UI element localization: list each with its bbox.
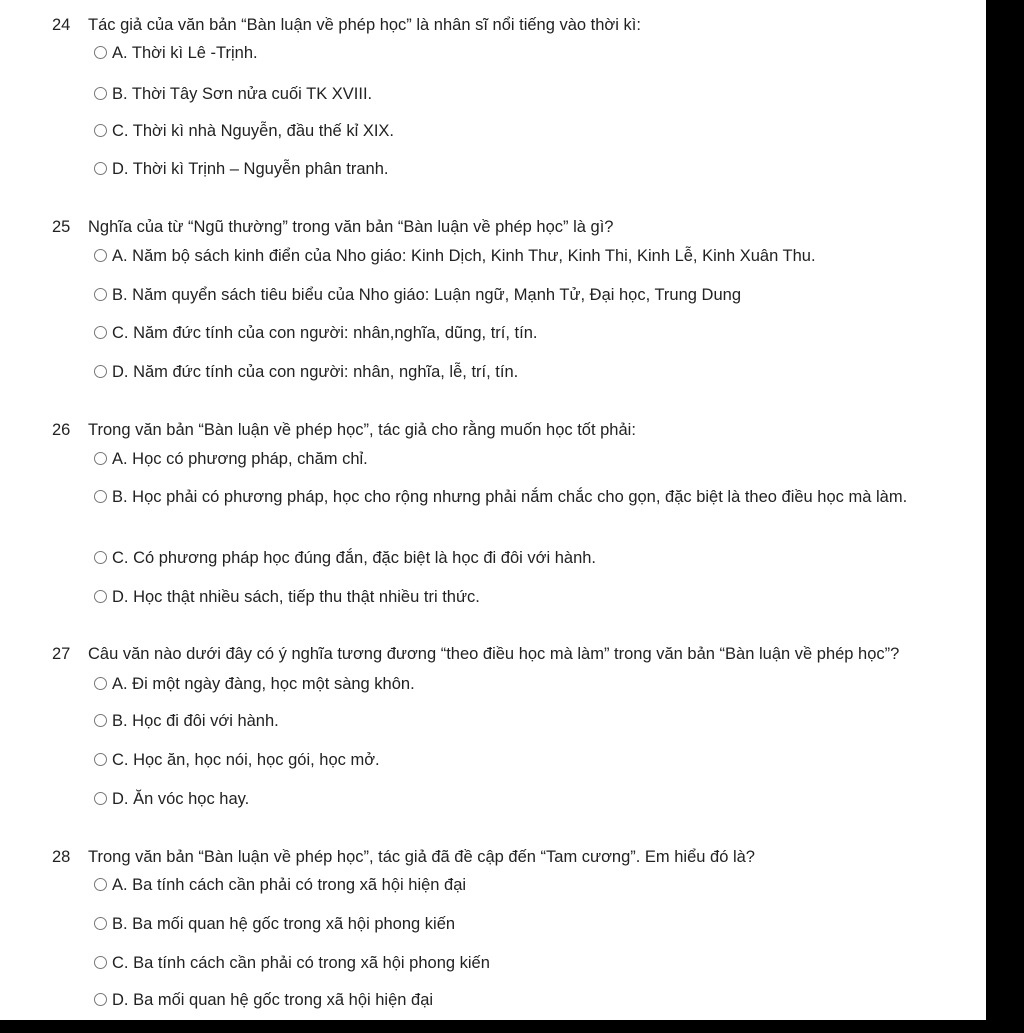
option-label: D. Thời kì Trịnh – Nguyễn phân tranh. xyxy=(112,160,389,178)
option-label: B. Ba mối quan hệ gốc trong xã hội phong kiến xyxy=(112,915,456,933)
radio-button[interactable] xyxy=(94,46,107,59)
radio-button[interactable] xyxy=(94,288,107,301)
option-label: A. Ba tính cách cần phải có trong xã hội hiện đại xyxy=(112,876,467,894)
option-label: C. Học ăn, học nói, học gói, học mở. xyxy=(112,751,380,769)
radio-button[interactable] xyxy=(94,956,107,969)
radio-button[interactable] xyxy=(94,917,107,930)
option-label: C. Năm đức tính của con người: nhân,nghĩa, dũng, trí, tín. xyxy=(112,324,538,342)
option-27-a[interactable] xyxy=(94,673,964,695)
radio-button[interactable] xyxy=(94,551,107,564)
option-label: C. Thời kì nhà Nguyễn, đầu thế kỉ XIX. xyxy=(112,122,394,140)
option-label: A. Đi một ngày đàng, học một sàng khôn. xyxy=(112,675,415,693)
option-26-b[interactable] xyxy=(88,486,958,508)
option-26-c[interactable] xyxy=(94,547,964,569)
option-label: A. Năm bộ sách kinh điển của Nho giáo: Kinh Dịch, Kinh Thư, Kinh Thi, Kinh Lễ, Kinh Xuân Thu. xyxy=(112,247,816,265)
question-26 xyxy=(52,421,636,440)
option-24-a[interactable] xyxy=(94,42,964,64)
radio-button[interactable] xyxy=(94,677,107,690)
radio-button[interactable] xyxy=(94,753,107,766)
option-24-d[interactable] xyxy=(94,158,964,180)
option-28-c[interactable] xyxy=(94,952,964,974)
radio-button[interactable] xyxy=(94,162,107,175)
option-25-b[interactable] xyxy=(94,284,964,306)
question-text: Nghĩa của từ “Ngũ thường” trong văn bản “Bàn luận về phép học” là gì? xyxy=(88,218,614,236)
option-25-a[interactable] xyxy=(94,245,964,267)
option-label: D. Học thật nhiều sách, tiếp thu thật nhiều tri thức. xyxy=(112,588,480,606)
radio-button[interactable] xyxy=(94,452,107,465)
radio-button[interactable] xyxy=(94,87,107,100)
option-label: A. Học có phương pháp, chăm chỉ. xyxy=(112,450,368,468)
question-text: Tác giả của văn bản “Bàn luận về phép học” là nhân sĩ nổi tiếng vào thời kì: xyxy=(88,16,641,34)
option-27-c[interactable] xyxy=(94,749,964,771)
option-28-b[interactable] xyxy=(94,913,964,935)
option-label: B. Học đi đôi với hành. xyxy=(112,712,279,730)
option-25-c[interactable] xyxy=(94,322,964,344)
option-label: D. Ba mối quan hệ gốc trong xã hội hiện đại xyxy=(112,991,434,1009)
option-label: C. Ba tính cách cần phải có trong xã hội phong kiến xyxy=(112,954,490,972)
question-25 xyxy=(52,218,613,237)
option-label: B. Năm quyển sách tiêu biểu của Nho giáo: Luận ngữ, Mạnh Tử, Đại học, Trung Dung xyxy=(112,286,741,304)
option-24-b[interactable] xyxy=(94,83,964,105)
question-28 xyxy=(52,848,755,867)
question-24 xyxy=(52,16,641,35)
radio-button[interactable] xyxy=(94,249,107,262)
option-27-b[interactable] xyxy=(94,710,964,732)
option-28-a[interactable] xyxy=(94,874,964,896)
question-text: Trong văn bản “Bàn luận về phép học”, tác giả đã đề cập đến “Tam cương”. Em hiểu đó là? xyxy=(88,848,755,866)
radio-button[interactable] xyxy=(94,124,107,137)
option-28-d[interactable] xyxy=(94,989,964,1011)
question-number: 26 xyxy=(52,421,71,439)
question-number: 28 xyxy=(52,848,71,866)
question-text: Câu văn nào dưới đây có ý nghĩa tương đương “theo điều học mà làm” trong văn bản “Bàn luận về phép học”? xyxy=(88,645,900,663)
option-24-c[interactable] xyxy=(94,120,964,142)
option-label: B. Thời Tây Sơn nửa cuối TK XVIII. xyxy=(112,85,373,103)
radio-button[interactable] xyxy=(94,792,107,805)
option-label: D. Ăn vóc học hay. xyxy=(112,790,250,808)
option-27-d[interactable] xyxy=(94,788,964,810)
option-25-d[interactable] xyxy=(94,361,964,383)
option-label: D. Năm đức tính của con người: nhân, nghĩa, lễ, trí, tín. xyxy=(112,363,519,381)
option-label: A. Thời kì Lê -Trịnh. xyxy=(112,44,258,62)
option-label: C. Có phương pháp học đúng đắn, đặc biệt là học đi đôi với hành. xyxy=(112,549,597,567)
radio-button[interactable] xyxy=(94,993,107,1006)
option-26-d[interactable] xyxy=(94,586,964,608)
question-number: 27 xyxy=(52,645,71,663)
option-26-a[interactable] xyxy=(94,448,964,470)
question-27 xyxy=(52,645,899,664)
radio-button[interactable] xyxy=(94,714,107,727)
radio-button[interactable] xyxy=(94,490,107,503)
question-number: 24 xyxy=(52,16,71,34)
question-number: 25 xyxy=(52,218,71,236)
radio-button[interactable] xyxy=(94,590,107,603)
radio-button[interactable] xyxy=(94,326,107,339)
question-text: Trong văn bản “Bàn luận về phép học”, tác giả cho rằng muốn học tốt phải: xyxy=(88,421,636,439)
option-label: B. Học phải có phương pháp, học cho rộng nhưng phải nắm chắc cho gọn, đặc biệt là theo điều học mà làm. xyxy=(112,488,908,506)
radio-button[interactable] xyxy=(94,878,107,891)
radio-button[interactable] xyxy=(94,365,107,378)
